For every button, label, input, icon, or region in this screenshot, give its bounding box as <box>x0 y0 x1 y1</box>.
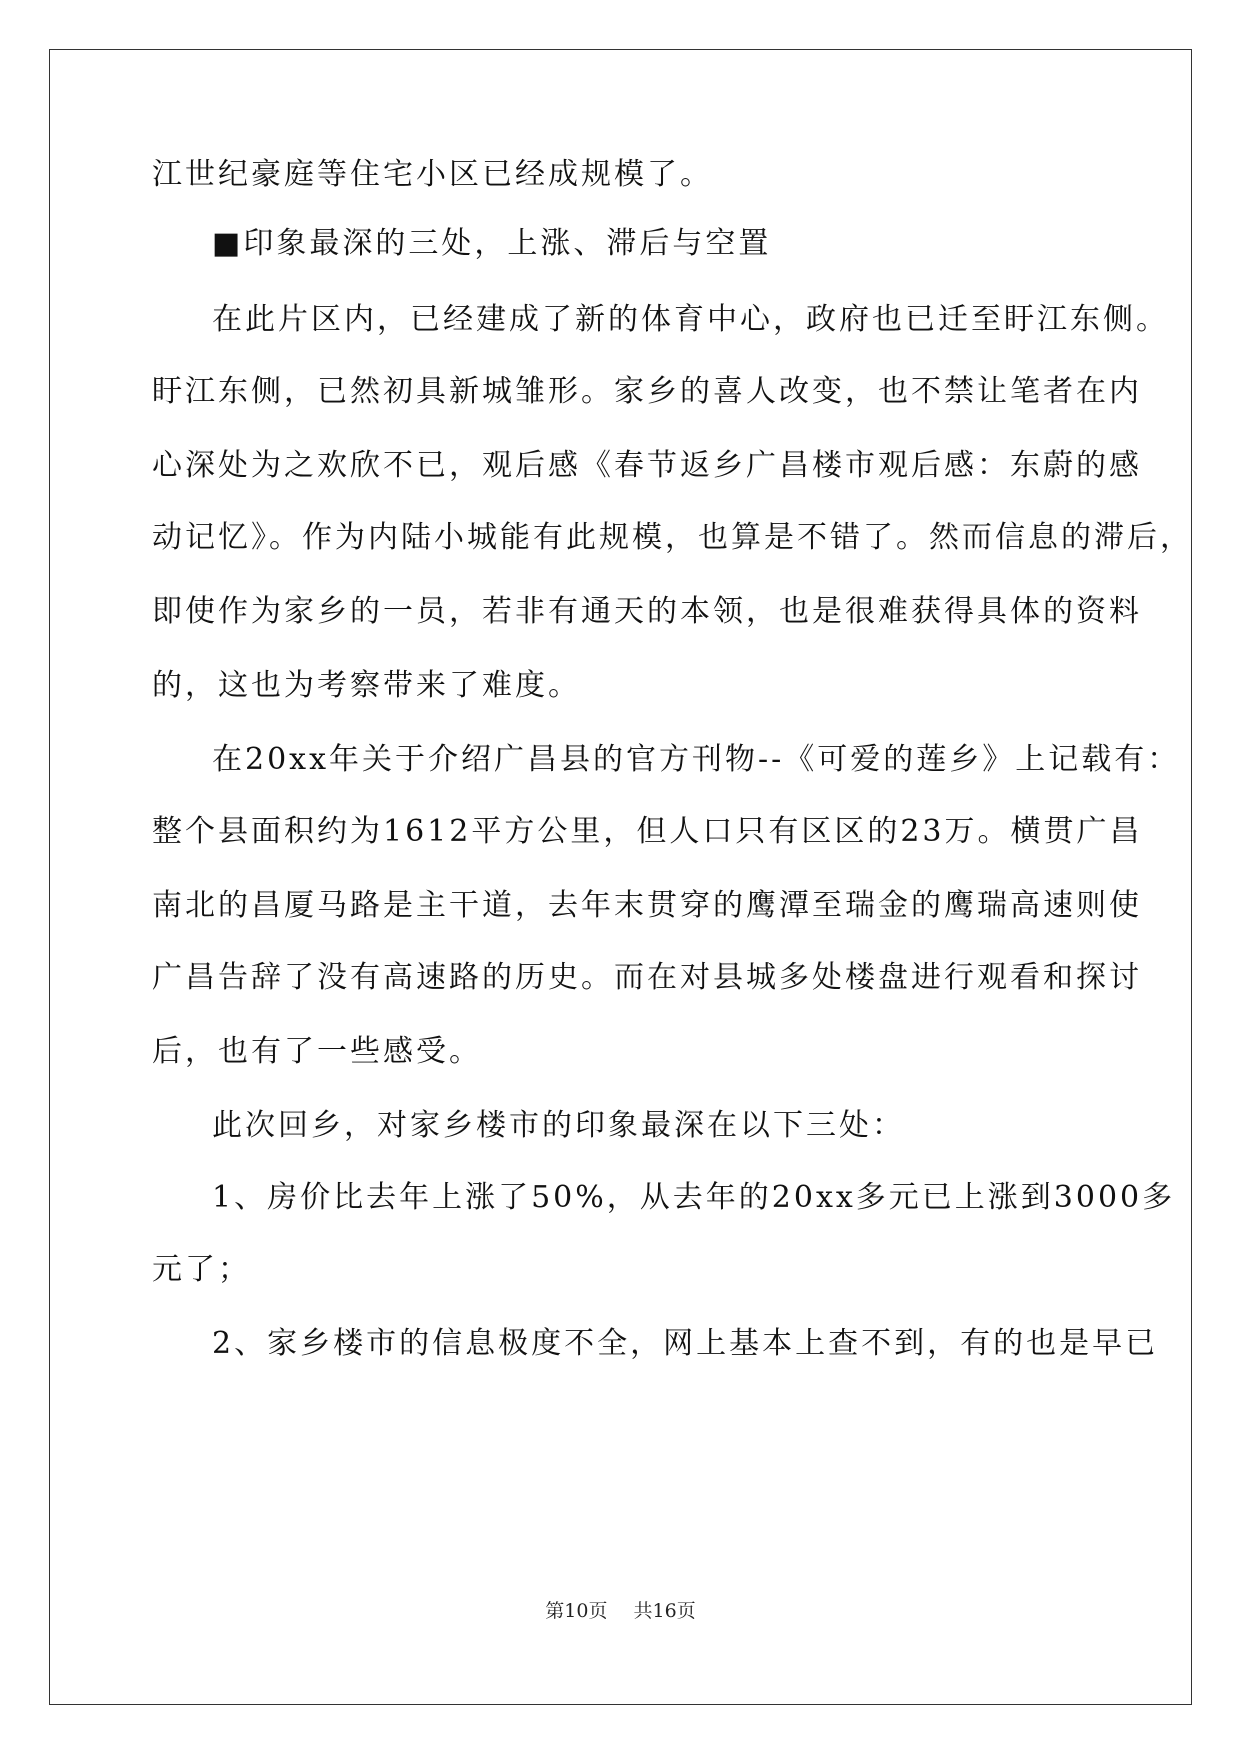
text-line: 江世纪豪庭等住宅小区已经成规模了。 <box>152 157 713 192</box>
text-line: 元了； <box>152 1252 251 1287</box>
section-heading: ■印象最深的三处，上涨、滞后与空置 <box>212 226 772 261</box>
page-footer <box>0 1598 1241 1624</box>
list-item: 1、房价比去年上涨了50%，从去年的20xx多元已上涨到3000多 <box>212 1180 1176 1215</box>
text-line: 在此片区内，已经建成了新的体育中心，政府也已迁至盱江东侧。 <box>212 302 1169 337</box>
text-line: 的，这也为考察带来了难度。 <box>152 668 581 703</box>
text-line: 此次回乡，对家乡楼市的印象最深在以下三处： <box>212 1108 905 1143</box>
page-number: 第10页 <box>545 1600 608 1622</box>
text-line: 在20xx年关于介绍广昌县的官方刊物--《可爱的莲乡》上记载有： <box>212 742 1181 777</box>
text-line: 整个县面积约为1612平方公里，但人口只有区区的23万。横贯广昌 <box>152 814 1143 849</box>
text-line: 心深处为之欢欣不已，观后感《春节返乡广昌楼市观后感：东蔚的感 <box>152 448 1142 483</box>
text-line: 广昌告辞了没有高速路的历史。而在对县城多处楼盘进行观看和探讨 <box>152 960 1142 995</box>
text-line: 动记忆》。作为内陆小城能有此规模，也算是不错了。然而信息的滞后， <box>152 520 1193 555</box>
text-line: 即使作为家乡的一员，若非有通天的本领，也是很难获得具体的资料 <box>152 594 1142 629</box>
page-border <box>49 49 1192 1705</box>
page-total: 共16页 <box>633 1600 696 1622</box>
text-line: 后，也有了一些感受。 <box>152 1034 482 1069</box>
list-item: 2、家乡楼市的信息极度不全，网上基本上查不到，有的也是早已 <box>212 1326 1159 1361</box>
text-line: 盱江东侧，已然初具新城雏形。家乡的喜人改变，也不禁让笔者在内 <box>152 374 1142 409</box>
text-line: 南北的昌厦马路是主干道，去年末贯穿的鹰潭至瑞金的鹰瑞高速则使 <box>152 888 1142 923</box>
